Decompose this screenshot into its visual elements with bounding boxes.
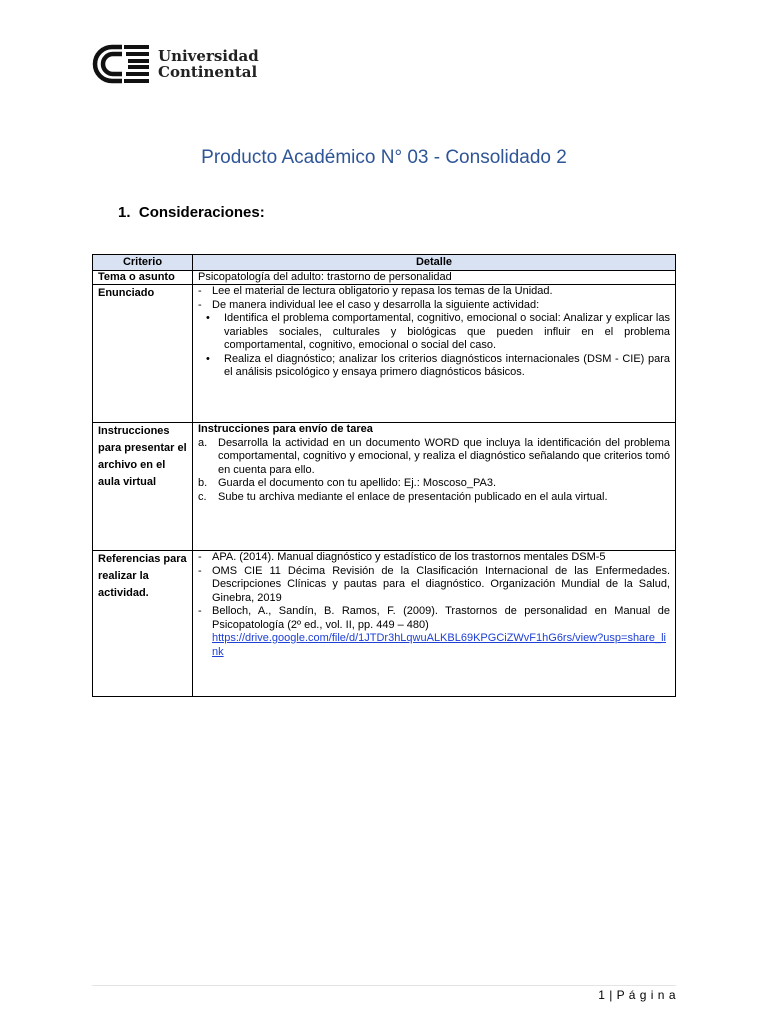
criteria-table (92, 254, 676, 697)
table-row-instrucciones (93, 423, 676, 551)
list-item: - Belloch, A., Sandín, B. Ramos, F. (2009). Trastornos de personalidad en Manual de Psicopatología (2º ed., vol. II, pp. 449 – 480) (198, 605, 670, 631)
document-title: Producto Académico N° 03 - Consolidado 2 (201, 147, 567, 168)
row-detail-instrucciones (193, 423, 676, 551)
continental-c-logo-icon (92, 42, 150, 86)
reference-link-wrap (198, 632, 670, 659)
row-label-instrucciones: Instrucciones para presentar el archivo en el aula virtual (93, 423, 193, 551)
section-title: Consideraciones: (138, 204, 265, 221)
row-label-tema: Tema o asunto (93, 270, 193, 285)
logo-line-1: Universidad (158, 47, 259, 65)
page-number: 1 (598, 988, 606, 1002)
list-item: - APA. (2014). Manual diagnóstico y estadístico de los trastornos mentales DSM-5 (198, 551, 606, 563)
section-number: 1. (118, 204, 131, 221)
row-detail-enunciado (193, 285, 676, 423)
instructions-heading: Instrucciones para envío de tarea (198, 423, 373, 435)
table-row-tema (93, 270, 676, 285)
row-label-enunciado: Enunciado (93, 285, 193, 423)
list-item: - Lee el material de lectura obligatorio y repasa los temas de la Unidad. (198, 285, 553, 297)
list-item: - OMS CIE 11 Décima Revisión de la Clasificación Internacional de las Enfermedades. Descripciones Clínicas y pautas para el diagnóstico. Organización Mundial de la Salud, Ginebra, 2019 (198, 564, 670, 604)
university-logo (92, 42, 259, 86)
row-label-referencias: Referencias para realizar la actividad. (93, 551, 193, 697)
table-row-referencias (93, 551, 676, 697)
table-row-enunciado (93, 285, 676, 423)
list-item: c. Sube tu archiva mediante el enlace de presentación publicado en el aula virtual. (198, 490, 608, 503)
list-item: - De manera individual lee el caso y desarrolla la siguiente actividad: (198, 298, 540, 311)
row-detail-referencias (193, 551, 676, 697)
page-label: | P á g i n a (609, 988, 676, 1002)
row-detail-tema: Psicopatología del adulto: trastorno de personalidad (193, 270, 676, 285)
drive-reference-link[interactable]: https://drive.google.com/file/d/1JTDr3hLqwuALKBL69KPGCiZWvF1hG6rs/view?usp=share_link (212, 632, 666, 658)
table-header-row (93, 255, 676, 271)
page-footer (598, 988, 676, 1002)
bullet-item: • Realiza el diagnóstico; analizar los criterios diagnósticos internacionales (DSM - CIE) para el análisis psicológico y ensaya primero diagnósticos básicos. (206, 352, 670, 378)
header-criterio: Criterio (93, 255, 193, 271)
footer-divider (92, 985, 676, 986)
list-item: b. Guarda el documento con tu apellido: Ej.: Moscoso_PA3. (198, 477, 497, 489)
bullet-item: • Identifica el problema comportamental, cognitivo, emocional o social: Analizar y explicar las variables sociales, culturales y biológicas que pueden influir en el problema comportamental, cognitivo, emocional o social del caso. (206, 312, 670, 351)
logo-line-2: Continental (158, 63, 258, 81)
list-item: a. Desarrolla la actividad en un documento WORD que incluya la identificación del problema comportamental, cognitivo y emocional, y realiza el diagnóstico señalando que criterios tomó en cuenta para ello. (198, 436, 670, 476)
header-detalle: Detalle (193, 255, 676, 271)
section-heading (118, 204, 265, 221)
